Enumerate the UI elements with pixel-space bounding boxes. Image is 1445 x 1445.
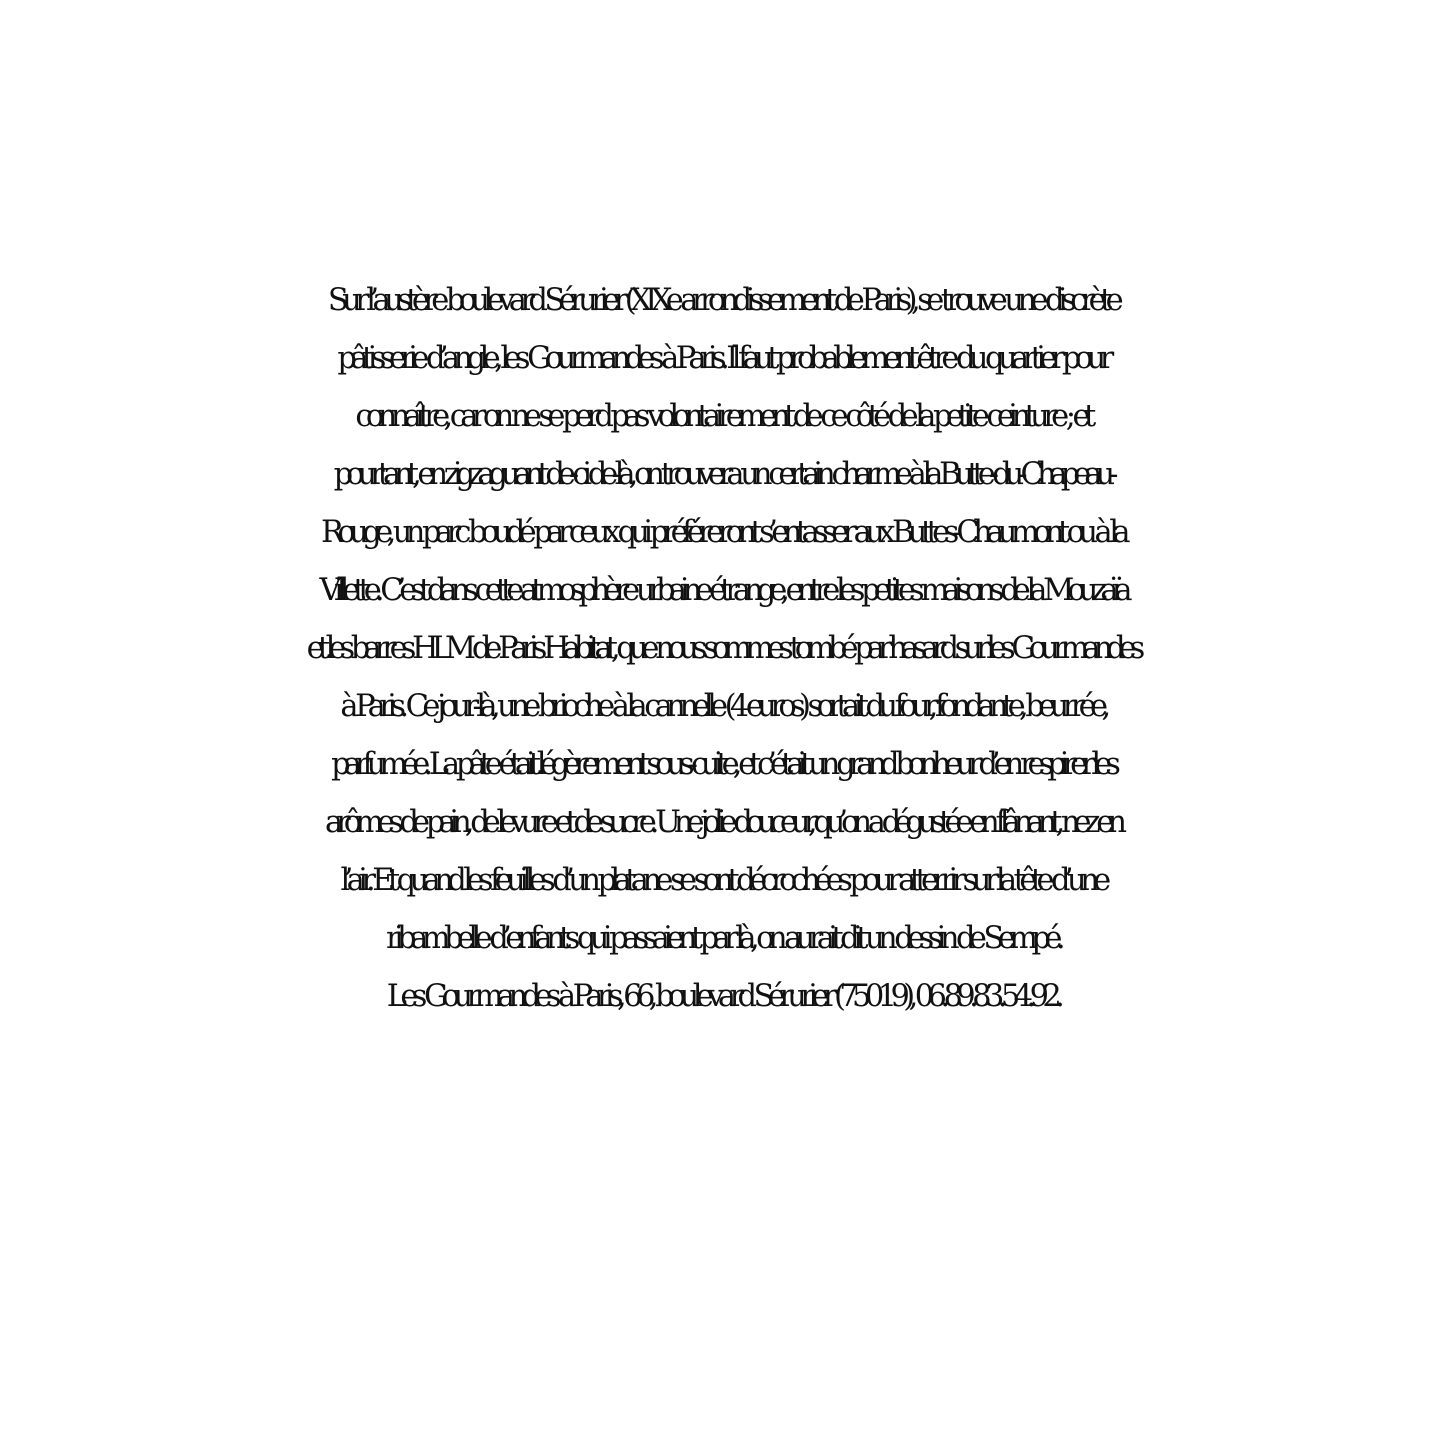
article-line: l’air. Et quand les feuilles d’un platane se sont décrochées pour atterrir sur la tête d’une xyxy=(340,863,1105,898)
article-line: parfumée. La pâte était légèrement sous-cuite, et c’était un grand bonheur d’en respirer les xyxy=(331,747,1114,782)
article-line: Villette. C’est dans cette atmosphère urbaine étrange, entre les petites maisons de la Mouzaïa xyxy=(319,573,1126,608)
article-text xyxy=(0,272,1445,1026)
article-line: ribambelle d’enfants qui passaient par là, on aurait dit un dessin de Sempé. xyxy=(386,921,1059,956)
article-line: connaître, car on ne se perd pas volontairement de ce côté de la petite ceinture ; et xyxy=(355,399,1090,434)
article-line: arômes de pain, de levure et de sucre. Une jolie douceur, qu’on a dégustée en flânant, nez en xyxy=(324,805,1120,840)
article-line: à Paris. Ce jour-là, une brioche à la cannelle (4 euros) sortait du four, fondante, beurrée, xyxy=(340,689,1105,724)
article-line: pourtant, en zigzaguant de-ci de-là, on trouvera un certain charme à la Butte-du-Chapeau- xyxy=(333,457,1112,492)
article-line: et les barres HLM de Paris Habitat, que nous sommes tombé par hasard sur les Gourmandes xyxy=(306,631,1139,666)
article-line: Rouge, un parc boudé par ceux qui préféreront s’entasser aux Buttes-Chaumont ou à la xyxy=(321,515,1124,550)
article-line: Sur l’austère boulevard Sérurier (XIXe arrondissement de Paris), se trouve une discrète xyxy=(327,283,1118,318)
address-line: Les Gourmandes à Paris, 66, boulevard Sérurier (75019), 06.89.83.54.92. xyxy=(386,979,1059,1014)
article-line: pâtisserie d’angle, les Gourmandes à Paris. Il faut probablement être du quartier pour xyxy=(337,341,1108,376)
